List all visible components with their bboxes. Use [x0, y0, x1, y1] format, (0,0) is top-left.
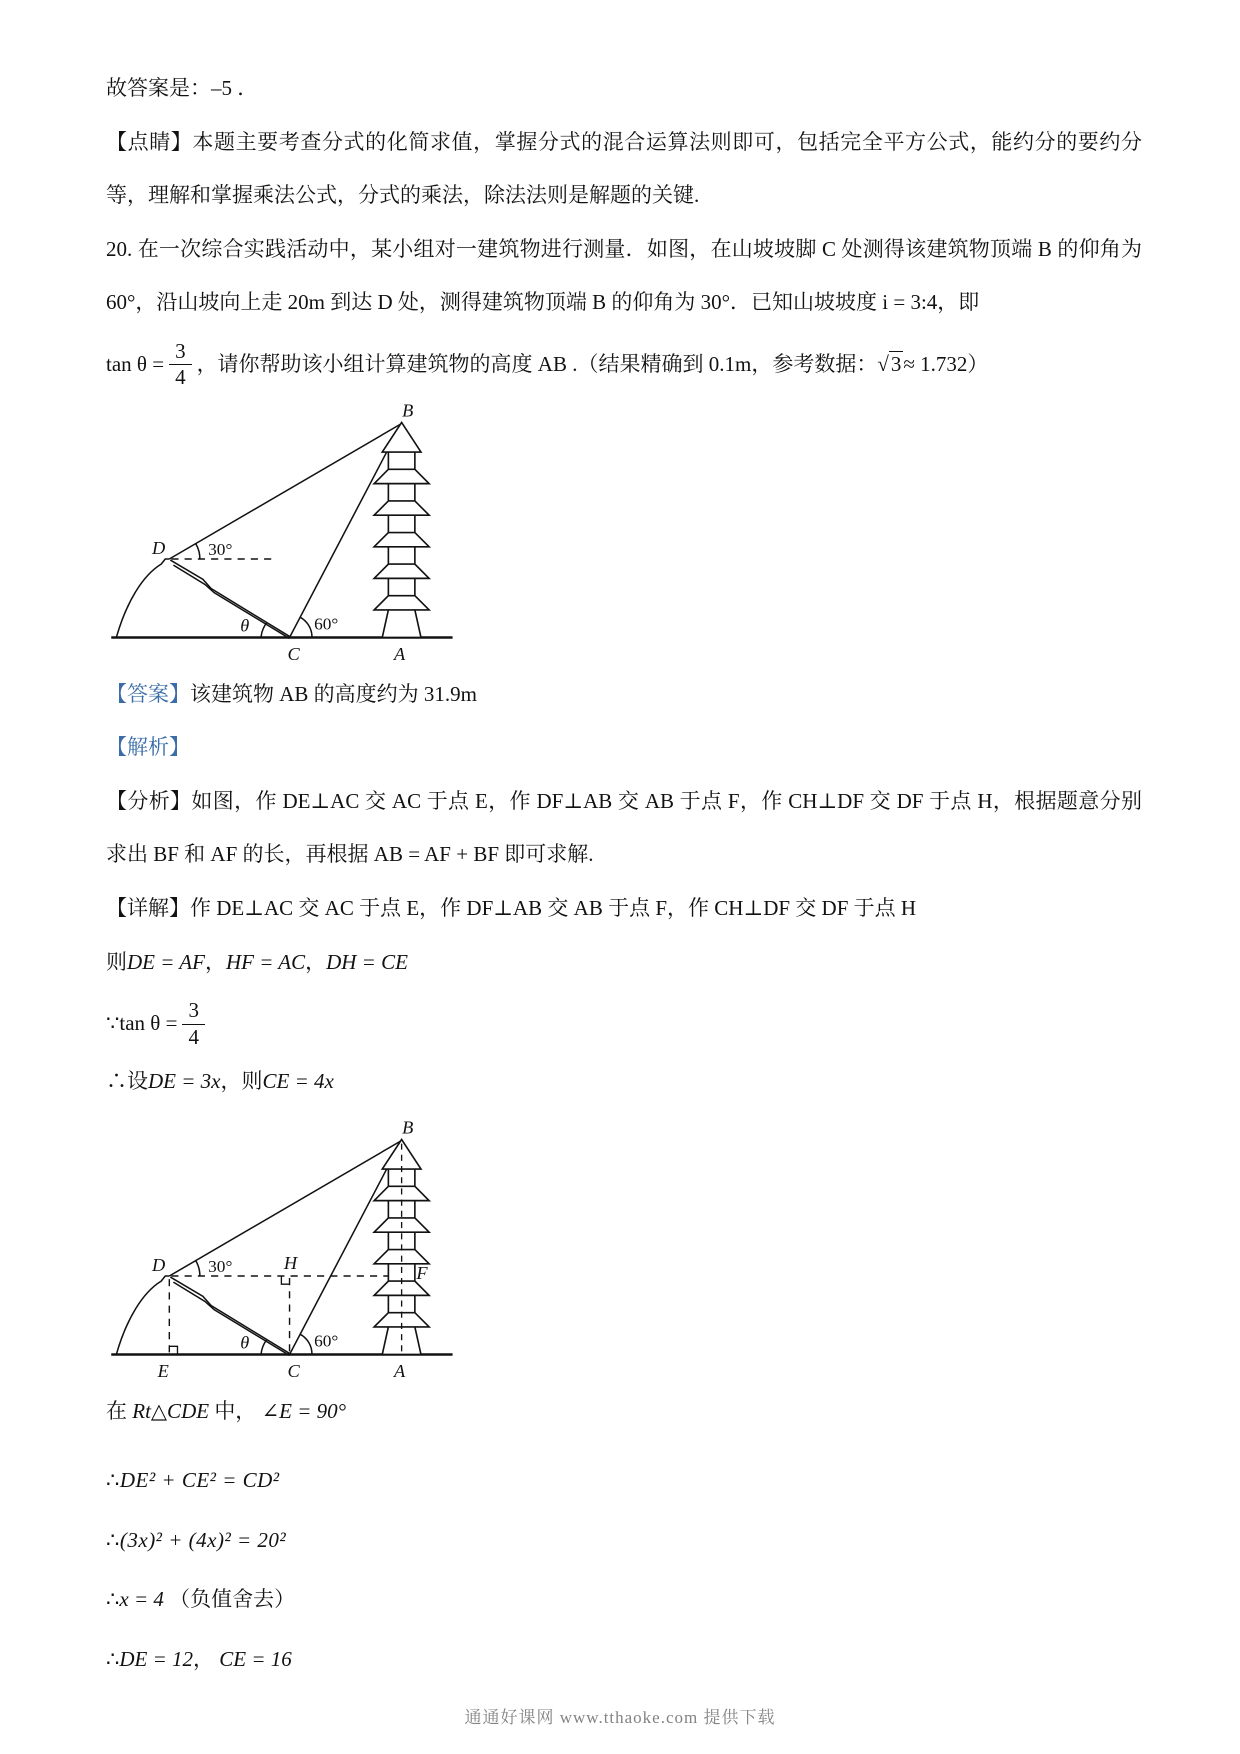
comma: ，	[204, 949, 226, 974]
question-number: 20.	[106, 236, 133, 261]
eq-DE-AF: DE = AF	[127, 949, 205, 974]
x-equals-4: x = 4	[119, 1587, 164, 1612]
fraction-3-4	[182, 999, 205, 1049]
question-formula-line	[106, 340, 1142, 390]
therefore-sign: ∴	[106, 1468, 120, 1493]
sqrt-radicand: 3	[890, 352, 902, 376]
xiangjie-line	[106, 882, 1142, 936]
de-equals-12: DE = 12	[119, 1646, 194, 1671]
eq-DH-CE: DH = CE	[326, 949, 408, 974]
hill-outline	[116, 1276, 169, 1354]
fenxi-text: 如图，作 DE⊥AC 交 AC 于点 E，作 DF⊥AB 交 AB 于点 F，作 CH⊥DF 交 DF 于点 H，根据题意分别求出 BF 和 AF 的长，再根据 AB = AF + BF 即可求解.	[106, 788, 1142, 867]
dianjing-text: 本题主要考查分式的化简求值，掌握分式的混合运算法则即可，包括完全平方公式，能约分的要约分等，理解和掌握乘法公式，分式的乘法，除法法则是解题的关键.	[106, 129, 1143, 208]
fraction-3-4	[169, 340, 192, 390]
comma: ，	[193, 1646, 215, 1671]
question-formula-mid: ，请你帮助该小组计算建筑物的高度 AB .（结果精确到 0.1m，参考数据：	[196, 352, 878, 376]
label-D: D	[151, 537, 166, 558]
xiangjie-label: 【详解】	[106, 895, 190, 920]
eq-HF-AC: HF = AC	[225, 949, 306, 974]
label-E: E	[157, 1360, 169, 1381]
label-A: A	[393, 1360, 406, 1381]
angle-60-arc	[300, 617, 312, 637]
jiexi-line: 【解析】	[106, 735, 190, 760]
right-angle-mark-H	[281, 1276, 289, 1284]
fenxi-paragraph	[106, 775, 1142, 882]
comma: ，	[305, 949, 327, 974]
fenxi-label: 【分析】	[106, 788, 192, 813]
dianjing-paragraph	[106, 116, 1142, 223]
pythagoras-eq: DE² + CE² = CD²	[119, 1468, 280, 1493]
label-H: H	[283, 1252, 298, 1273]
theta-arc	[261, 1339, 267, 1354]
label-B: B	[402, 400, 414, 421]
because-tan-line	[106, 999, 1142, 1049]
label-theta: θ	[240, 1331, 250, 1352]
in-word: 在	[106, 1398, 127, 1423]
dianjing-label: 【点睛】	[106, 129, 193, 154]
zhong-word: 中，	[214, 1398, 257, 1423]
therefore-sign: ∴	[106, 1587, 120, 1612]
angle-60-arc	[300, 1334, 312, 1354]
label-30deg: 30°	[208, 1256, 233, 1276]
label-D: D	[151, 1254, 166, 1275]
label-C: C	[287, 643, 300, 664]
right-angle-mark-E	[169, 1346, 177, 1354]
sqrt-sign: √	[877, 352, 889, 376]
pythagoras-line	[106, 1464, 1142, 1498]
rt-triangle-line	[106, 1385, 1142, 1439]
rt-cde: Rt△CDE	[132, 1398, 210, 1423]
footer-watermark: 通通好课网 www.tthaoke.com 提供下载	[464, 1708, 776, 1727]
fraction-denominator: 4	[188, 1024, 199, 1049]
therefore-sign: ∴	[106, 1527, 120, 1552]
equalities-line	[106, 936, 1142, 990]
question-20-paragraph	[106, 223, 1142, 330]
label-B: B	[402, 1117, 414, 1138]
ce-equals-16: CE = 16	[219, 1646, 292, 1671]
measurement-diagram-1	[106, 396, 468, 666]
label-30deg: 30°	[208, 539, 233, 559]
because-sign: ∵	[106, 1011, 120, 1036]
tan-prefix: tan θ =	[106, 352, 165, 376]
label-F: F	[416, 1262, 428, 1283]
close-paren: ）	[967, 352, 989, 376]
fraction-numerator: 3	[182, 999, 205, 1025]
then-word: 则	[106, 949, 127, 974]
de-ce-result-line	[106, 1643, 1142, 1677]
label-A: A	[393, 643, 406, 664]
angle-30-arc	[196, 1260, 200, 1275]
eq-CE-4x: CE = 4x	[262, 1069, 334, 1094]
angle-e-90: ∠E = 90°	[261, 1398, 347, 1423]
label-60deg: 60°	[314, 614, 339, 634]
answer-line	[106, 668, 1142, 722]
slope-line-upper	[170, 1277, 289, 1353]
substitution-eq: (3x)² + (4x)² = 20²	[119, 1527, 287, 1552]
so-she: ∴设	[106, 1069, 148, 1094]
therefore-sign: ∴	[106, 1646, 120, 1671]
answer-label: 【答案】	[106, 681, 190, 706]
label-60deg: 60°	[314, 1330, 339, 1350]
label-theta: θ	[240, 615, 250, 636]
discard-negative-note: （负值舍去）	[169, 1587, 296, 1612]
previous-answer-line: 故答案是：–5 ．	[106, 76, 259, 100]
slope-line-upper	[170, 560, 289, 636]
fraction-denominator: 4	[175, 365, 186, 390]
tan-theta: tan θ =	[119, 1011, 178, 1036]
therefore-assume-line	[106, 1055, 1142, 1109]
angle-30-arc	[196, 544, 200, 559]
xiangjie-text: 作 DE⊥AC 交 AC 于点 E，作 DF⊥AB 交 AB 于点 F，作 CH⊥DF 交 DF 于点 H	[190, 895, 917, 920]
pagoda	[374, 422, 429, 637]
then-word: ，则	[220, 1069, 263, 1094]
label-C: C	[287, 1360, 300, 1381]
substitution-line	[106, 1524, 1142, 1558]
x-solution-line	[106, 1583, 1142, 1617]
theta-arc	[261, 622, 267, 637]
question-text: 在一次综合实践活动中，某小组对一建筑物进行测量．如图，在山坡坡脚 C 处测得该建筑物顶端 B 的仰角为 60°，沿山坡向上走 20m 到达 D 处，测得建筑物顶端 B 的仰角为 30°．已知山坡坡度 i = 3:4，即	[106, 236, 1142, 315]
sqrt-approx-value: ≈ 1.732	[903, 352, 968, 376]
measurement-diagram-2	[106, 1113, 468, 1383]
fraction-numerator: 3	[169, 340, 192, 366]
eq-DE-3x: DE = 3x	[148, 1069, 221, 1094]
sqrt-expression	[877, 349, 903, 381]
hill-outline	[116, 559, 169, 637]
answer-text: 该建筑物 AB 的高度约为 31.9m	[190, 681, 478, 706]
